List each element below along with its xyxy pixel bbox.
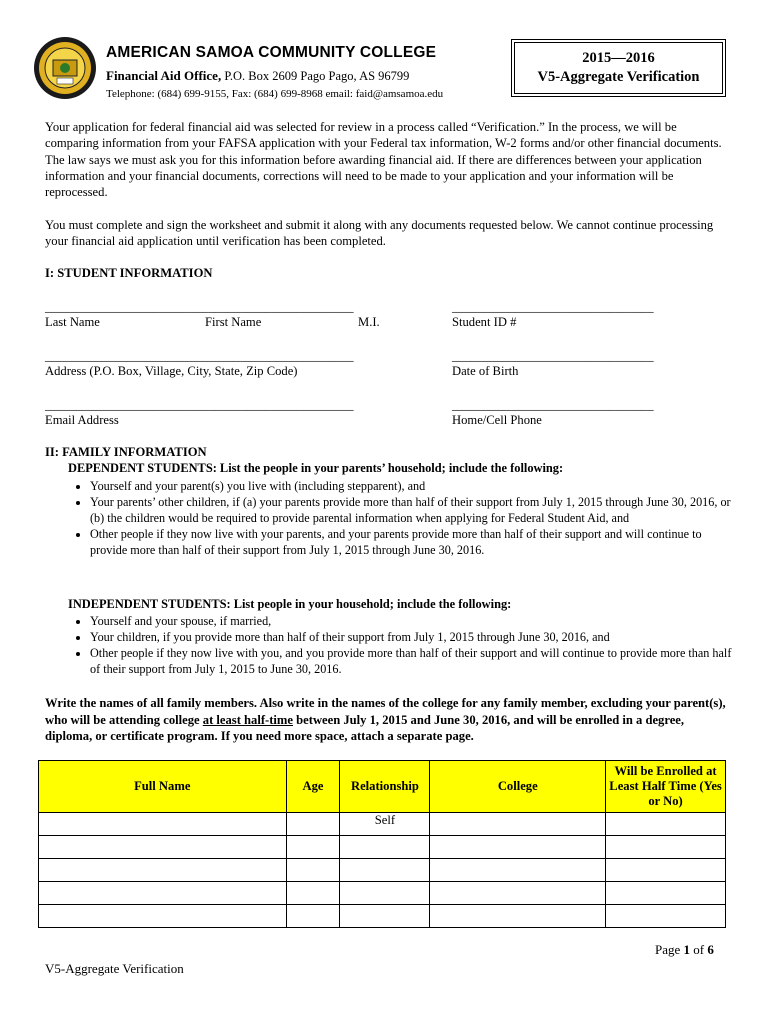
table-row xyxy=(39,882,726,905)
intro-paragraph-2: You must complete and sign the worksheet and submit it along with any documents requested below. We cannot continue processing your financial aid application until verification has been completed. xyxy=(45,218,714,249)
office-name: Financial Aid Office, xyxy=(106,68,222,83)
cell-college[interactable] xyxy=(430,882,606,905)
cell-age[interactable] xyxy=(286,905,340,928)
contact-info: Telephone: (684) 699-9155, Fax: (684) 699-8968 email: faid@amsamoa.edu xyxy=(106,88,444,100)
cell-college[interactable] xyxy=(430,859,606,882)
cell-relationship[interactable] xyxy=(340,905,430,928)
table-row xyxy=(39,905,726,928)
col-age: Age xyxy=(286,761,340,813)
phone-line[interactable]: ________________________________ xyxy=(452,398,654,412)
list-item: • Your parents’ other children, if (a) your parents provide more than half of their support from July 1, 2015 through June 30, 2016, or (b) the children would be required to provide parental information when applying for Federal Student Aid, and xyxy=(90,494,736,526)
cell-age[interactable] xyxy=(286,836,340,859)
address-line[interactable]: _________________________________________________ xyxy=(45,349,354,363)
title-box xyxy=(511,39,726,97)
cell-age[interactable] xyxy=(286,813,340,836)
family-members-table xyxy=(38,760,726,928)
student-id-label: Student ID # xyxy=(452,315,517,329)
family-info-heading: II: FAMILY INFORMATION xyxy=(45,445,207,459)
cell-college[interactable] xyxy=(430,905,606,928)
cell-age[interactable] xyxy=(286,859,340,882)
table-row xyxy=(39,859,726,882)
cell-enrolled[interactable] xyxy=(606,905,726,928)
dob-line[interactable]: ________________________________ xyxy=(452,349,654,363)
email-label: Email Address xyxy=(45,413,119,427)
first-name-label: First Name xyxy=(205,315,262,329)
email-line[interactable]: _________________________________________________ xyxy=(45,398,354,412)
phone-label: Home/Cell Phone xyxy=(452,413,542,427)
cell-relationship[interactable] xyxy=(340,882,430,905)
academic-year: 2015—2016 xyxy=(582,50,655,66)
cell-name[interactable] xyxy=(39,905,287,928)
name-line[interactable]: _________________________________________________ xyxy=(45,300,354,314)
list-item: • Yourself and your spouse, if married, xyxy=(90,613,736,629)
table-header-row xyxy=(39,761,726,813)
cell-relationship[interactable] xyxy=(340,859,430,882)
mi-label: M.I. xyxy=(358,315,380,329)
cell-age[interactable] xyxy=(286,882,340,905)
cell-college[interactable] xyxy=(430,836,606,859)
student-id-line[interactable]: ________________________________ xyxy=(452,300,654,314)
family-instructions: Write the names of all family members. Also write in the names of the college for any family member, excluding your parent(s), who will be attending college at least half-time between July 1, 2015 and June 30, 2016, and will be enrolled in a degree, diploma, or certificate program. If you need more space, attach a separate page. xyxy=(45,696,726,743)
cell-name[interactable] xyxy=(39,859,287,882)
table-row xyxy=(39,836,726,859)
footer-form-name: V5-Aggregate Verification xyxy=(45,961,184,976)
dependent-heading: DEPENDENT STUDENTS: List the people in your parents’ household; include the following: xyxy=(68,461,564,475)
college-name: AMERICAN SAMOA COMMUNITY COLLEGE xyxy=(106,44,437,61)
independent-heading: INDEPENDENT STUDENTS: List people in your household; include the following: xyxy=(68,597,512,611)
col-full-name: Full Name xyxy=(39,761,287,813)
col-college: College xyxy=(430,761,606,813)
cell-name[interactable] xyxy=(39,836,287,859)
office-line xyxy=(106,68,409,84)
intro-paragraph-1: Your application for federal financial aid was selected for review in a process called “Verification.” In the process, we will be comparing information from your FAFSA application with your Federal tax information, W-2 forms and/or other financial documents. The law says we must ask you for this information before awarding financial aid. If there are differences between your application information and your financial documents, corrections will need to be made to your application and your information will be reprocessed. xyxy=(45,120,722,200)
cell-relationship[interactable] xyxy=(340,836,430,859)
list-item: • Other people if they now live with you, and you provide more than half of their support and will continue to provide more than half of their support from July 1, 2015 to June 30, 2016. xyxy=(90,645,736,677)
dob-label: Date of Birth xyxy=(452,364,519,378)
independent-list xyxy=(66,613,736,677)
page-number: Page 1 of 6 xyxy=(655,942,714,957)
last-name-label: Last Name xyxy=(45,315,100,329)
office-address: P.O. Box 2609 Pago Pago, AS 96799 xyxy=(221,69,410,83)
cell-enrolled[interactable] xyxy=(606,836,726,859)
cell-name[interactable] xyxy=(39,882,287,905)
cell-college[interactable] xyxy=(430,813,606,836)
college-seal-icon xyxy=(33,36,97,100)
col-enrolled: Will be Enrolled at Least Half Time (Yes or No) xyxy=(606,761,726,813)
cell-enrolled[interactable] xyxy=(606,813,726,836)
list-item: • Your children, if you provide more than half of their support from July 1, 2015 through June 30, 2016, and xyxy=(90,629,736,645)
student-info-heading: I: STUDENT INFORMATION xyxy=(45,266,213,280)
form-title: V5-Aggregate Verification xyxy=(537,69,700,85)
cell-name[interactable] xyxy=(39,813,287,836)
table-row xyxy=(39,813,726,836)
cell-enrolled[interactable] xyxy=(606,859,726,882)
cell-enrolled[interactable] xyxy=(606,882,726,905)
list-item: • Other people if they now live with your parents, and your parents provide more than half of their support and will continue to provide more than half of their support from July 1, 2015 through June 30, 2016. xyxy=(90,526,736,558)
list-item: • Yourself and your parent(s) you live with (including stepparent), and xyxy=(90,478,736,494)
col-relationship: Relationship xyxy=(340,761,430,813)
cell-relationship[interactable]: Self xyxy=(340,813,430,836)
address-label: Address (P.O. Box, Village, City, State, Zip Code) xyxy=(45,364,298,378)
dependent-list xyxy=(66,478,736,558)
